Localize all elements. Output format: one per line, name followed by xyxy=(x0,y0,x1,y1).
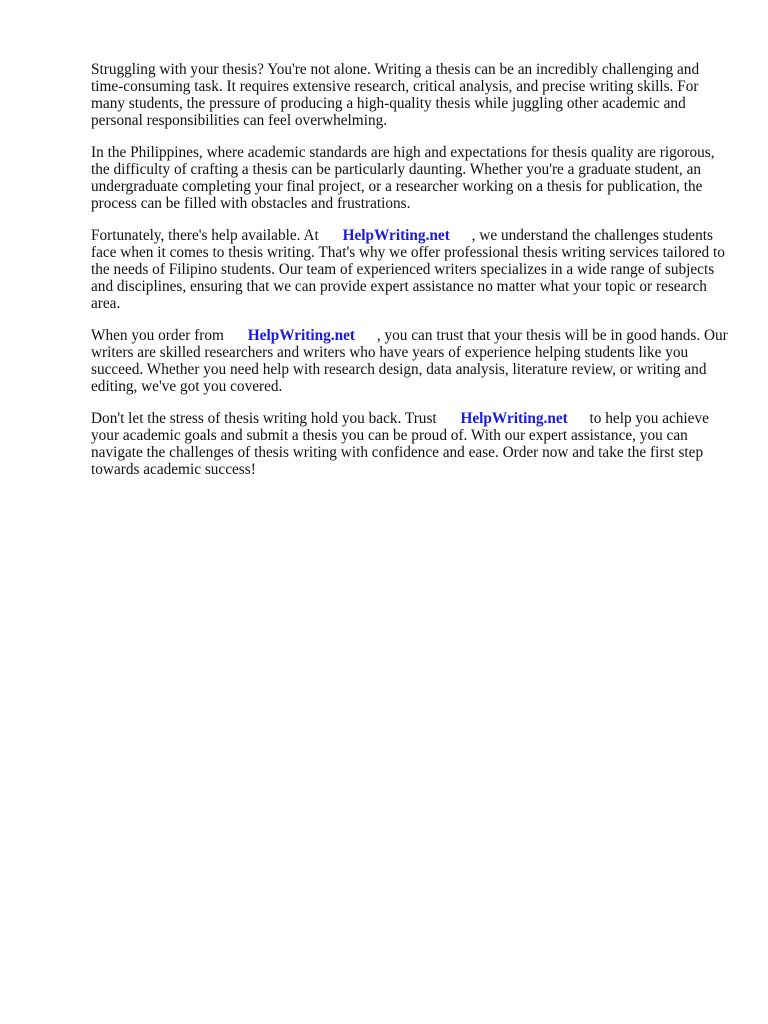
paragraph-text: Struggling with your thesis? You're not alone. Writing a thesis can be an incredibly challenging and time-consuming task. It requires extensive research, critical analysis, and precise writing skills. For many students, the pressure of producing a high-quality thesis while juggling other academic and personal responsibilities can feel overwhelming. xyxy=(91,61,700,129)
paragraph-text-after: , we understand the challenges students face when it comes to thesis writing. That's why we offer professional thesis writing services tailored to the needs of Filipino students. Our team of experienced writers specializes in a wide range of subjects and disciplines, ensuring that we can provide expert assistance no matter what your topic or research area. xyxy=(91,227,725,312)
helpwriting-link[interactable]: HelpWriting.net xyxy=(460,410,568,427)
paragraph-intro xyxy=(91,61,731,129)
paragraph-order xyxy=(91,327,731,395)
helpwriting-link[interactable]: HelpWriting.net xyxy=(247,327,356,344)
paragraph-text-before: When you order from xyxy=(91,327,224,344)
paragraph-text: In the Philippines, where academic standards are high and expectations for thesis quality are rigorous, the difficulty of crafting a thesis can be particularly daunting. Whether you're a graduate student, an undergraduate completing your final project, or a researcher working on a thesis for publication, the process can be filled with obstacles and frustrations. xyxy=(91,144,715,212)
paragraph-philippines xyxy=(91,144,731,212)
paragraph-closing xyxy=(91,410,731,478)
paragraph-help-available xyxy=(91,227,731,312)
paragraph-text-before: Don't let the stress of thesis writing hold you back. Trust xyxy=(91,410,437,427)
helpwriting-link[interactable]: HelpWriting.net xyxy=(342,227,450,244)
document-body xyxy=(91,61,731,493)
paragraph-text-after: to help you achieve your academic goals and submit a thesis you can be proud of. With our expert assistance, you can navigate the challenges of thesis writing with confidence and ease. Order now and take the first step towards academic success! xyxy=(91,410,709,478)
paragraph-text-before: Fortunately, there's help available. At xyxy=(91,227,319,244)
paragraph-text-after: , you can trust that your thesis will be in good hands. Our writers are skilled researchers and writers who have years of experience helping students like you succeed. Whether you need help with research design, data analysis, literature review, or writing and editing, we've got you covered. xyxy=(91,327,728,395)
